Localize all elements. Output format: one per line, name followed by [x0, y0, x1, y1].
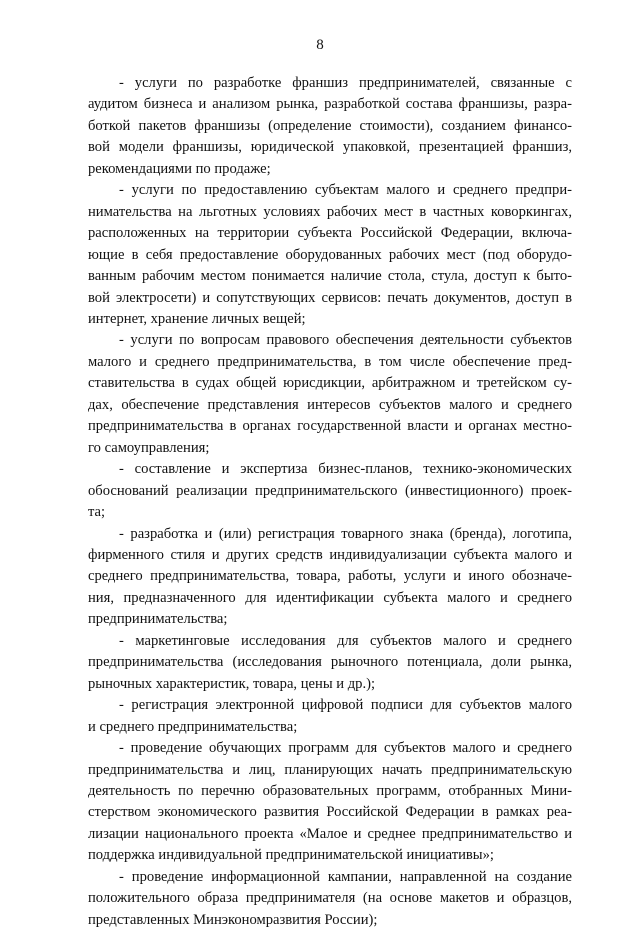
text-line: рекомендациями по продаже;: [88, 160, 271, 177]
text-line: деятельность по перечню образовательных программ, отобранных Мини-: [88, 782, 572, 799]
text-line: нимательства на льготных условиях рабочих мест в частных коворкингах,: [88, 203, 572, 220]
text-line: го самоуправления;: [88, 439, 210, 456]
list-item-training-programs: [88, 738, 572, 867]
text-line: поддержка индивидуальной предпринимательской инициативы»;: [88, 847, 494, 864]
list-item-legal-services: [88, 330, 572, 459]
text-line: ванным рабочим местом понимается наличие стола, стула, доступ к быто-: [88, 268, 572, 285]
document-body: [88, 73, 572, 931]
text-line: - услуги по предоставлению субъектам малого и среднего предпри-: [119, 182, 572, 199]
text-line: аудитом бизнеса и анализом рынка, разработкой состава франшизы, разра-: [88, 96, 572, 113]
text-line: - услуги по вопросам правового обеспечения деятельности субъектов: [119, 332, 572, 349]
text-line: фирменного стиля и других средств индивидуализации субъекта малого и: [88, 546, 572, 563]
list-item-trademark: [88, 524, 572, 631]
text-line: интернет, хранение личных вещей;: [88, 310, 306, 327]
text-line: рыночных характеристик, товара, цены и др.);: [88, 675, 376, 692]
list-item-information-campaign: [88, 867, 572, 931]
text-line: лизации национального проекта «Малое и среднее предпринимательство и: [88, 825, 572, 842]
text-line: - проведение обучающих программ для субъектов малого и среднего: [119, 740, 572, 757]
text-line: малого и среднего предпринимательства, в том числе обеспечение пред-: [88, 353, 572, 370]
text-line: расположенных на территории субъекта Российской Федерации, включа-: [88, 225, 572, 242]
text-line: дах, обеспечение представления интересов субъектов малого и среднего: [88, 396, 572, 413]
list-item-marketing-research: [88, 631, 572, 695]
list-item-franchise-services: [88, 73, 572, 180]
text-line: вой электросети) и сопутствующих сервисов: печать документов, доступ в: [88, 289, 572, 306]
text-line: боткой пакетов франшизы (определение стоимости), созданием финансо-: [88, 117, 572, 134]
text-line: предпринимательства в органах государственной власти и органах местно-: [88, 418, 572, 435]
text-line: обоснований реализации предпринимательского (инвестиционного) проек-: [88, 482, 572, 499]
text-line: предпринимательства (исследования рыночного потенциала, доли рынка,: [88, 654, 572, 671]
text-line: - проведение информационной кампании, направленной на создание: [119, 868, 572, 885]
text-line: предпринимательства и лиц, планирующих начать предпринимательскую: [88, 761, 572, 778]
text-line: ющие в себя предоставление оборудованных рабочих мест (под оборудо-: [88, 246, 572, 263]
text-line: вой модели франшизы, юридической упаковкой, презентацией франшиз,: [88, 139, 572, 156]
text-line: - маркетинговые исследования для субъектов малого и среднего: [119, 632, 572, 649]
list-item-business-plans: [88, 459, 572, 523]
text-line: среднего предпринимательства, товара, работы, услуги и иного обозначе-: [88, 568, 572, 585]
text-line: представленных Минэкономразвития России);: [88, 911, 378, 928]
text-line: положительного образа предпринимателя (на основе макетов и образцов,: [88, 890, 572, 907]
text-line: - составление и экспертиза бизнес-планов, технико-экономических: [119, 461, 572, 478]
text-line: - регистрация электронной цифровой подписи для субъектов малого: [119, 697, 572, 714]
list-item-digital-signature: [88, 695, 572, 738]
text-line: - разработка и (или) регистрация товарного знака (бренда), логотипа,: [119, 525, 572, 542]
text-line: и среднего предпринимательства;: [88, 718, 298, 735]
text-line: - услуги по разработке франшиз предпринимателей, связанные с: [119, 75, 572, 91]
list-item-coworking-services: [88, 180, 572, 330]
text-line: ния, предназначенного для идентификации субъекта малого и среднего: [88, 589, 572, 606]
text-line: та;: [88, 504, 106, 521]
text-line: стерством экономического развития Российской Федерации в рамках реа-: [88, 804, 572, 821]
page-number: 8: [316, 37, 324, 53]
text-line: ставительства в судах общей юрисдикции, арбитражном и третейском су-: [88, 375, 572, 392]
text-line: предпринимательства;: [88, 611, 228, 628]
